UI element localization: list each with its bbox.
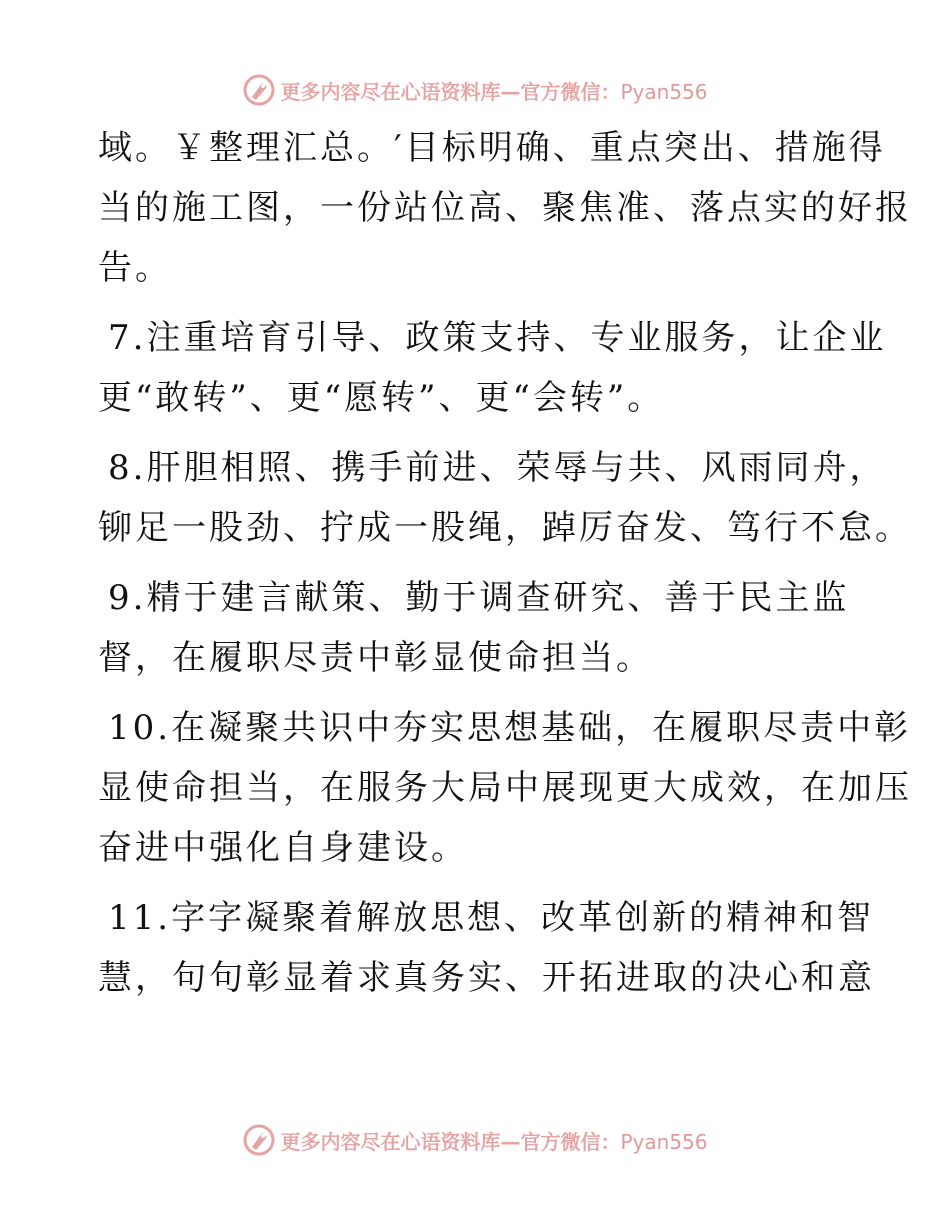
document-body xyxy=(98,118,912,1018)
text-line: 督，在履职尽责中彰显使命担当。 xyxy=(98,638,653,678)
text-line: 奋进中强化自身建设。 xyxy=(98,828,468,868)
paragraph-item-10 xyxy=(98,698,912,878)
text-line: 告。 xyxy=(98,248,172,288)
text-line: 11.字字凝聚着解放思想、改革创新的精神和智 xyxy=(108,898,875,938)
text-line: 9.精于建言献策、勤于调查研究、善于民主监 xyxy=(108,578,850,618)
header-watermark xyxy=(0,70,950,110)
text-line: 域。￥整理汇总。′目标明确、重点突出、措施得 xyxy=(98,128,886,168)
pen-nib-icon xyxy=(242,1123,276,1157)
paragraph-item-11 xyxy=(98,888,875,1008)
paragraph-item-7 xyxy=(98,308,887,428)
text-line: 铆足一股劲、拧成一股绳，踔厉奋发、笃行不怠。 xyxy=(98,508,912,548)
text-line: 8.肝胆相照、携手前进、荣辱与共、风雨同舟， xyxy=(108,448,887,488)
text-line: 显使命担当，在服务大局中展现更大成效，在加压 xyxy=(98,768,912,808)
text-line: 更“敢转”、更“愿转”、更“会转”。 xyxy=(98,378,665,418)
text-line: 7.注重培育引导、政策支持、专业服务，让企业 xyxy=(108,318,887,358)
paragraph-item-9 xyxy=(98,568,858,688)
paragraph-intro xyxy=(98,118,912,298)
pen-nib-icon xyxy=(242,73,276,107)
paragraph-item-8 xyxy=(98,438,912,558)
watermark-text: 更多内容尽在心语资料库—官方微信：Pyan556 xyxy=(280,79,708,104)
footer-watermark xyxy=(0,1120,950,1160)
watermark-text: 更多内容尽在心语资料库—官方微信：Pyan556 xyxy=(280,1129,708,1154)
text-line: 10.在凝聚共识中夯实思想基础，在履职尽责中彰 xyxy=(108,708,912,748)
text-line: 慧，句句彰显着求真务实、开拓进取的决心和意 xyxy=(98,958,875,998)
text-line: 当的施工图，一份站位高、聚焦准、落点实的好报 xyxy=(98,188,912,228)
